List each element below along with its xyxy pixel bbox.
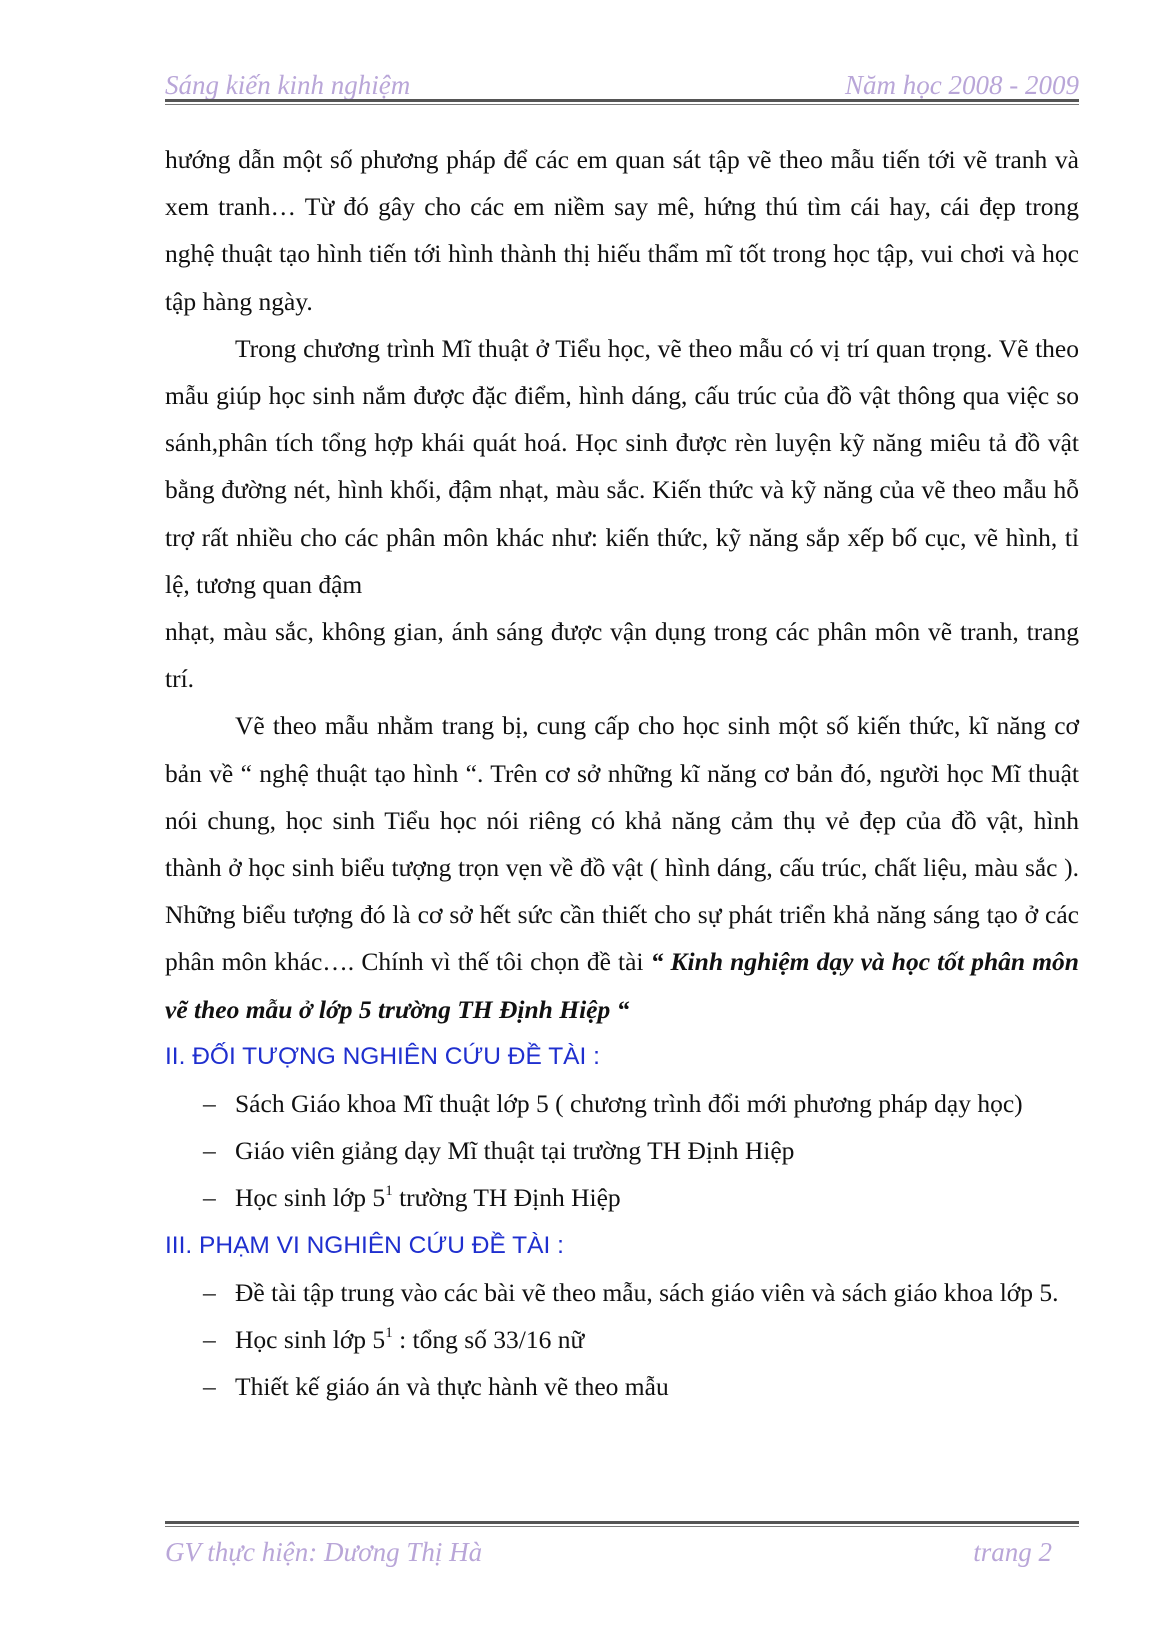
class-superscript: 1: [385, 1182, 393, 1199]
document-body: [165, 136, 1079, 1410]
list-item-text: Học sinh lớp 5: [235, 1325, 386, 1355]
paragraph-purpose-text: Vẽ theo mẫu nhằm trang bị, cung cấp cho học sinh một số kiến thức, kĩ năng cơ bản về “ nghệ thuật tạo hình “. Trên cơ sở những kĩ năng cơ bản đó, người học Mĩ thuật nói chung, học sinh Tiểu học nói riêng có khả năng cảm thụ vẻ đẹp của đồ vật, hình thành ở học sinh biểu tượng trọn vẹn về đồ vật ( hình dáng, cấu trúc, chất liệu, màu sắc ). Những biểu tượng đó là cơ sở hết sức cần thiết cho sự phát triển khả năng sáng tạo ở các phân môn khác…. Chính vì thế tôi chọn đề tài: [165, 711, 1079, 977]
footer-author: GV thực hiện: Dương Thị Hà: [165, 1537, 483, 1567]
paragraph-intro: hướng dẫn một số phương pháp để các em quan sát tập vẽ theo mẫu tiến tới vẽ tranh và xem tranh… Từ đó gây cho các em niềm say mê, hứng thú tìm cái hay, cái đẹp trong nghệ thuật tạo hình tiến tới hình thành thị hiếu thẩm mĩ tốt trong học tập, vui chơi và học tập hàng ngày.: [165, 145, 1079, 316]
class-superscript: 1: [385, 1324, 393, 1341]
header-rule-thin: [165, 104, 1079, 105]
list-item: [165, 1080, 1079, 1127]
footer-rule: [165, 1521, 1079, 1524]
list-item: [165, 1363, 1079, 1410]
list-item-text: trường TH Định Hiệp: [399, 1183, 621, 1213]
header-school-year: Năm học 2008 - 2009: [845, 70, 1079, 100]
list-item: [165, 1127, 1079, 1174]
footer-rule-thin: [165, 1526, 1079, 1527]
paragraph-program: Trong chương trình Mĩ thuật ở Tiểu học, vẽ theo mẫu có vị trí quan trọng. Vẽ theo mẫu giúp học sinh nắm được đặc điểm, hình dáng, cấu trúc của đồ vật thông qua việc so sánh,phân tích tổng hợp khái quát hoá. Học sinh được rèn luyện kỹ năng miêu tả đồ vật bằng đường nét, hình khối, đậm nhạt, màu sắc. Kiến thức và kỹ năng của vẽ theo mẫu hỗ trợ rất nhiều cho các phân môn khác như: kiến thức, kỹ năng sắp xếp bố cục, vẽ hình, tỉ lệ, tương quan đậm: [165, 333, 1079, 599]
dash-bullet: –: [203, 1136, 216, 1166]
section-2-heading: II. ĐỐI TƯỢNG NGHIÊN CỨU ĐỀ TÀI :: [165, 1042, 600, 1070]
section-3-heading: III. PHẠM VI NGHIÊN CỨU ĐỀ TÀI :: [165, 1231, 564, 1259]
paragraph-purpose: [165, 702, 1079, 1032]
dash-bullet: –: [203, 1325, 216, 1355]
dash-bullet: –: [203, 1277, 216, 1307]
paragraph-program-cont: nhạt, màu sắc, không gian, ánh sáng được vận dụng trong các phân môn vẽ tranh, trang trí.: [165, 617, 1079, 694]
list-item: [165, 1174, 1079, 1221]
topic-title: “ Kinh nghiệm dạy và học tốt phân môn vẽ theo mẫu ở lớp 5 trường TH Định Hiệp “: [165, 947, 1079, 1024]
list-item-text: Thiết kế giáo án và thực hành vẽ theo mẫu: [235, 1372, 669, 1402]
list-item-text: Giáo viên giảng dạy Mĩ thuật tại trường TH Định Hiệp: [235, 1136, 795, 1166]
header-rule: [165, 99, 1079, 102]
list-item-text: Đề tài tập trung vào các bài vẽ theo mẫu, sách giáo viên và sách giáo khoa lớp 5.: [235, 1277, 1059, 1307]
dash-bullet: –: [203, 1372, 216, 1402]
list-item-text: Học sinh lớp 5: [235, 1183, 386, 1213]
dash-bullet: –: [203, 1089, 216, 1119]
list-item-text: Sách Giáo khoa Mĩ thuật lớp 5 ( chương trình đổi mới phương pháp dạy học): [235, 1089, 1023, 1119]
list-item: [165, 1269, 1079, 1316]
page-footer: [165, 1537, 1079, 1569]
list-item-text: : tổng số 33/16 nữ: [399, 1325, 585, 1355]
page-header: [165, 70, 1079, 102]
dash-bullet: –: [203, 1183, 216, 1213]
header-left-title: Sáng kiến kinh nghiệm: [165, 70, 411, 100]
list-item: [165, 1316, 1079, 1363]
page-number: trang 2: [973, 1537, 1052, 1567]
